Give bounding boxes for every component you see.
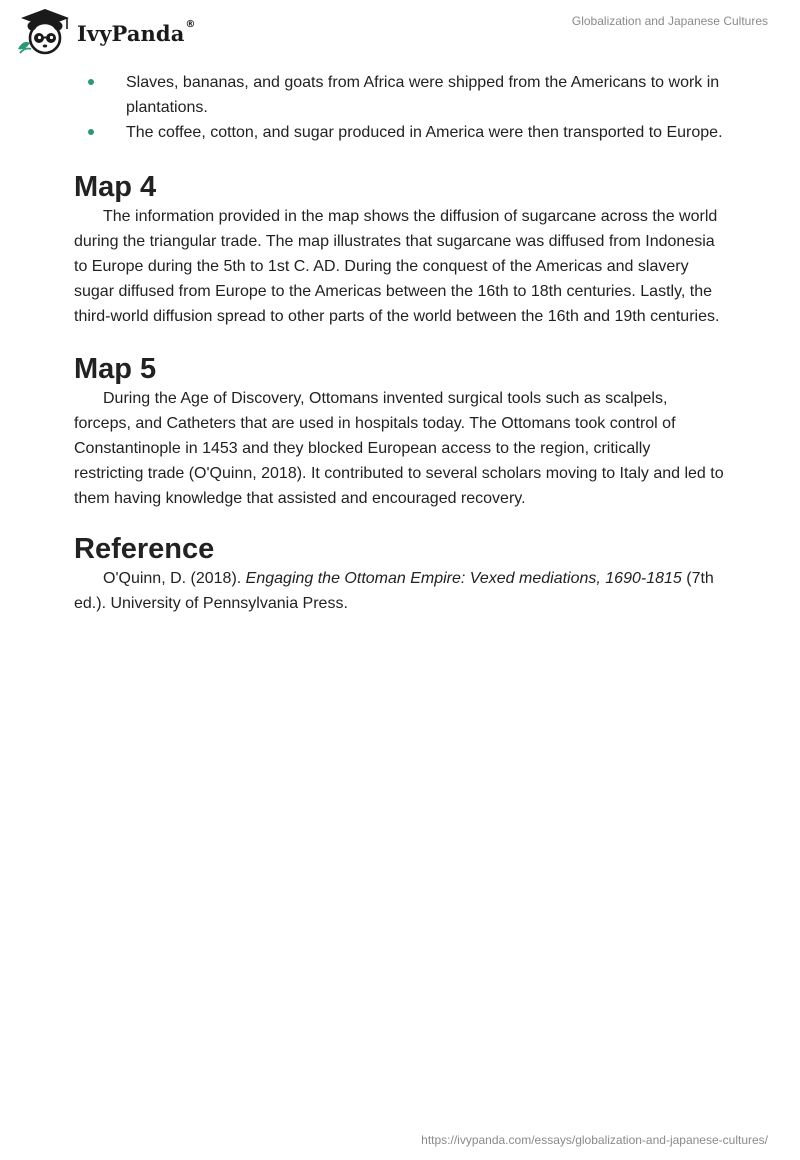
- list-item: [74, 120, 724, 145]
- bullet-text: Slaves, bananas, and goats from Africa were shipped from the Americans to work in plantations.: [126, 74, 720, 116]
- reference-citation: [74, 566, 724, 616]
- citation-publisher: (7th ed.). University of Pennsylvania Press.: [74, 570, 714, 612]
- panda-graduate-icon: [15, 7, 75, 57]
- paragraph-map4: The information provided in the map shows the diffusion of sugarcane across the world during the triangular trade. The map illustrates that sugarcane was diffused from Indonesia to Europe during the 5th to 1st C. AD. During the conquest of the Americas and slavery sugar diffused from Europe to the Americas between the 16th to 18th centuries. Lastly, the third-world diffusion spread to other parts of the world between the 16th and 19th centuries.: [74, 208, 720, 325]
- list-item: [74, 70, 724, 120]
- footer-url[interactable]: https://ivypanda.com/essays/globalization-and-japanese-cultures/: [421, 1133, 768, 1147]
- ivypanda-logo[interactable]: [15, 7, 196, 57]
- bullet-icon: [88, 129, 94, 135]
- bullet-list: [74, 70, 724, 145]
- citation-title: Engaging the Ottoman Empire: Vexed mediations, 1690-1815: [245, 570, 682, 587]
- paragraph-map5: During the Age of Discovery, Ottomans invented surgical tools such as scalpels, forceps, and Catheters that are used in hospitals today. The Ottomans took control of Constantinople in 1453 and they blocked European access to the region, critically restricting trade (O'Quinn, 2018). It contributed to several scholars moving to Italy and led to them having knowledge that assisted and encouraged recovery.: [74, 390, 724, 507]
- page-header: [0, 0, 800, 60]
- bullet-icon: [88, 79, 94, 85]
- section-heading-reference: Reference: [74, 533, 215, 565]
- logo-wordmark: IvyPanda®: [77, 18, 196, 46]
- citation-author: O'Quinn, D. (2018).: [103, 570, 246, 587]
- section-heading-map5: Map 5: [74, 353, 157, 385]
- bullet-text: The coffee, cotton, and sugar produced in America were then transported to Europe.: [126, 124, 723, 141]
- document-title: Globalization and Japanese Cultures: [571, 14, 768, 28]
- essay-content: [74, 70, 724, 616]
- section-heading-map4: Map 4: [74, 171, 157, 203]
